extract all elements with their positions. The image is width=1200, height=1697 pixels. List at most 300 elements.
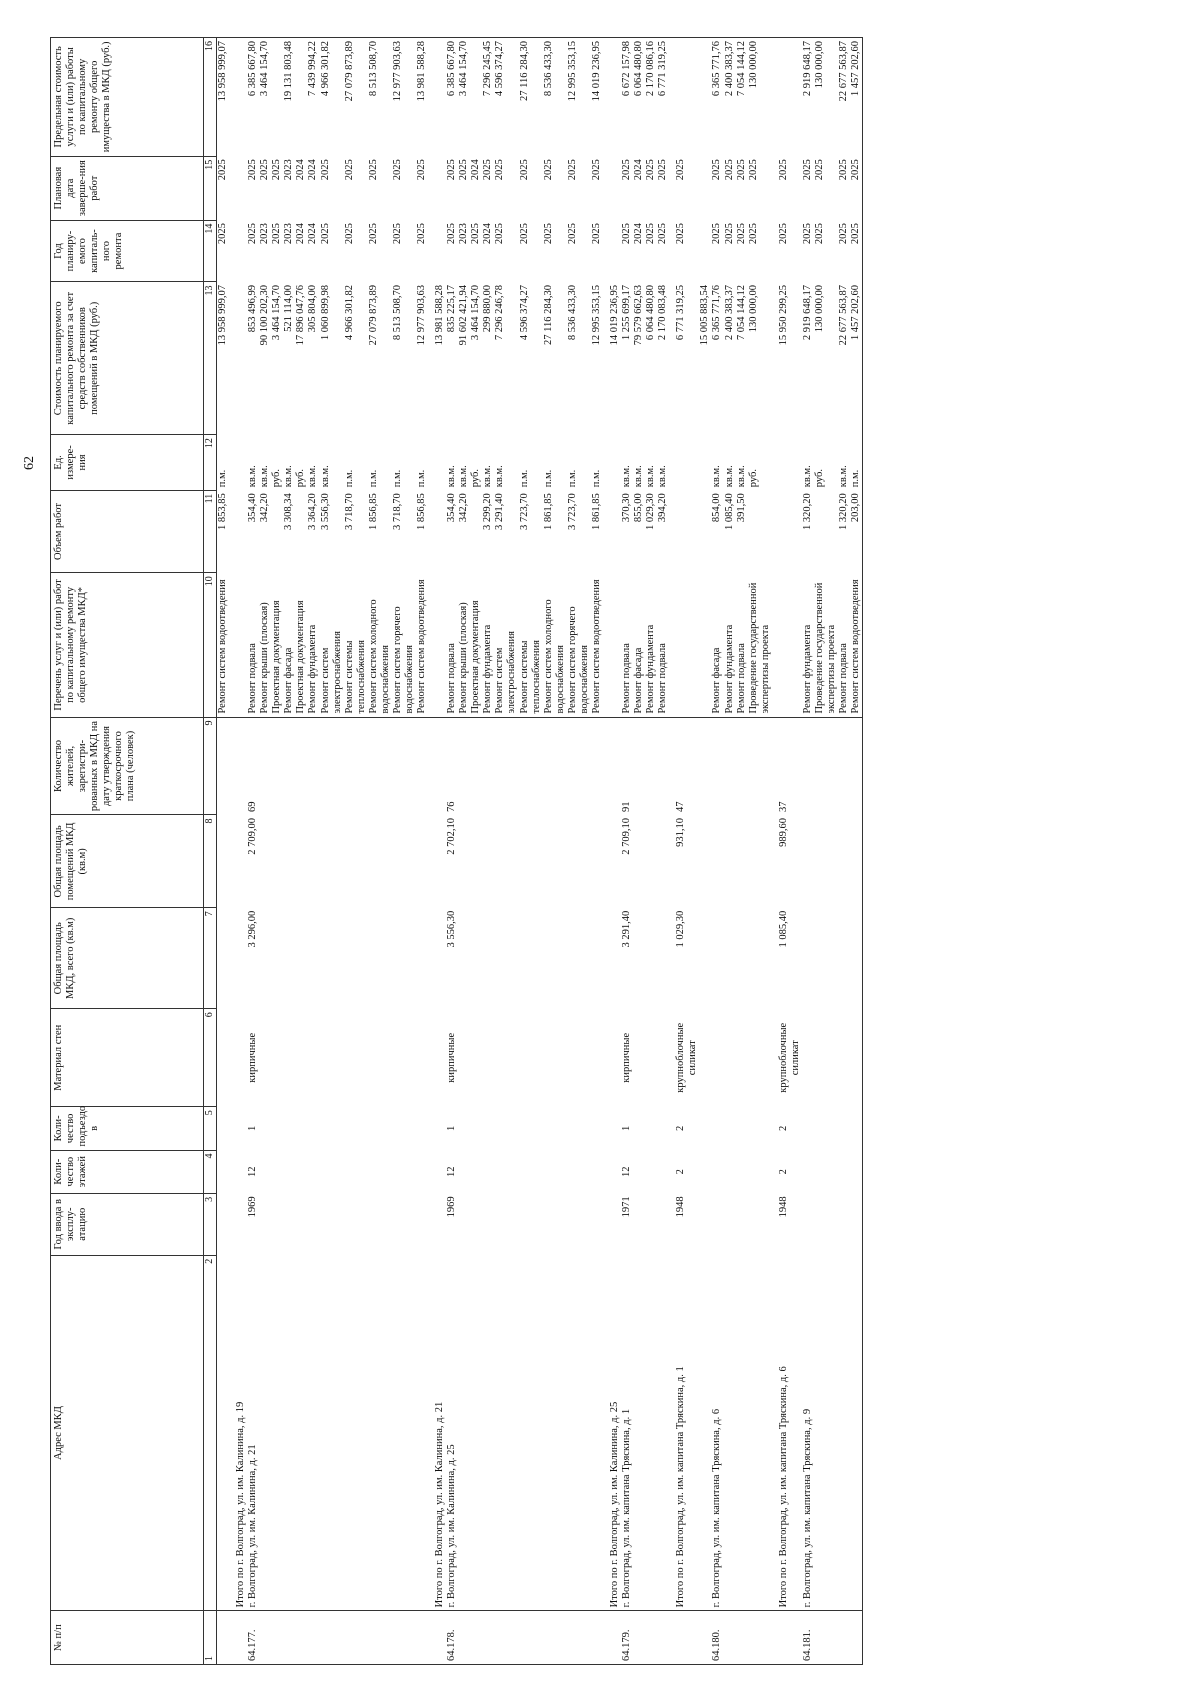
address-cell bbox=[458, 1255, 470, 1611]
area-total-cell bbox=[217, 908, 230, 1009]
residents-cell: 69 bbox=[247, 801, 259, 812]
limit-cost-cell: 6 385 667,80 bbox=[247, 38, 259, 157]
column-number: 12 bbox=[204, 435, 217, 491]
limit-cost-cell: 6 064 480,80 bbox=[633, 38, 645, 157]
work-cell: Ремонт крыши (плоская) bbox=[458, 573, 470, 717]
address-cell bbox=[543, 1255, 567, 1611]
address-cell bbox=[699, 1255, 711, 1611]
limit-cost-cell bbox=[470, 38, 482, 157]
address-cell bbox=[470, 1255, 482, 1611]
volume-cell bbox=[470, 490, 482, 572]
column-number: 2 bbox=[204, 1255, 217, 1611]
material-cell: крупноблочные силикат bbox=[777, 1022, 801, 1093]
header-plan-year: Год планиру-емого капиталь-ного ремонта bbox=[51, 220, 204, 282]
plan-year-cell bbox=[603, 220, 621, 282]
unit-cell: кв.м. bbox=[838, 465, 850, 488]
area-total-cell bbox=[392, 908, 416, 1009]
row-number bbox=[519, 1611, 543, 1665]
plan-year-cell bbox=[699, 220, 711, 282]
plan-year-cell: 2023 bbox=[458, 223, 470, 245]
volume-cell bbox=[271, 490, 283, 572]
limit-cost-cell: 7 296 245,45 bbox=[482, 38, 494, 157]
cost-cell: 305 804,00 bbox=[307, 284, 319, 333]
address-cell: Итого по г. Волгоград, ул. им. Калинина, д. 19 bbox=[229, 1255, 247, 1611]
material-cell bbox=[494, 1009, 518, 1107]
limit-cost-cell bbox=[271, 38, 283, 157]
address-cell bbox=[368, 1255, 392, 1611]
address-cell bbox=[494, 1255, 518, 1611]
cost-cell: 6 064 480,80 bbox=[645, 284, 657, 341]
material-cell bbox=[567, 1009, 591, 1107]
year-cell bbox=[802, 1193, 814, 1255]
row-number bbox=[344, 1611, 368, 1665]
year-cell bbox=[699, 1193, 711, 1255]
address-cell bbox=[633, 1255, 645, 1611]
limit-cost-cell: 2 400 383,37 bbox=[724, 38, 736, 157]
floors-cell: 12 bbox=[446, 1166, 458, 1177]
floors-cell bbox=[591, 1150, 603, 1193]
area-total-cell bbox=[482, 908, 494, 1009]
cost-cell: 17 896 047,76 bbox=[295, 284, 307, 346]
volume-cell: 394,20 bbox=[657, 493, 669, 523]
floors-cell bbox=[699, 1150, 711, 1193]
entrances-cell bbox=[392, 1107, 416, 1150]
table-row bbox=[657, 38, 669, 1665]
row-number bbox=[669, 1611, 699, 1665]
plan-year-cell: 2025 bbox=[735, 223, 747, 245]
end-date-cell: 2025 bbox=[801, 159, 813, 181]
end-date-cell: 2025 bbox=[735, 159, 747, 181]
header-address: Адрес МКД bbox=[51, 1255, 204, 1611]
address-cell bbox=[259, 1255, 271, 1611]
material-cell bbox=[283, 1009, 295, 1107]
address-cell bbox=[271, 1255, 283, 1611]
area-rooms-cell: 2 709,00 bbox=[247, 817, 259, 855]
year-cell bbox=[482, 1193, 494, 1255]
floors-cell bbox=[344, 1150, 368, 1193]
material-cell bbox=[645, 1009, 657, 1107]
address-cell bbox=[567, 1255, 591, 1611]
year-cell bbox=[271, 1193, 283, 1255]
cost-cell: 14 019 236,95 bbox=[608, 284, 620, 346]
area-total-cell bbox=[416, 908, 428, 1009]
floors-cell bbox=[259, 1150, 271, 1193]
floors-cell bbox=[645, 1150, 657, 1193]
end-date-cell: 2025 bbox=[777, 159, 789, 181]
entrances-cell bbox=[482, 1107, 494, 1150]
table-row bbox=[591, 38, 603, 1665]
row-number: 64.178. bbox=[446, 1611, 458, 1665]
residents-cell bbox=[814, 717, 838, 815]
material-cell bbox=[519, 1009, 543, 1107]
row-number: 64.180. bbox=[711, 1611, 723, 1665]
cost-cell: 15 005 883,54 bbox=[699, 284, 711, 346]
entrances-cell bbox=[295, 1107, 307, 1150]
header-no: № п/п bbox=[51, 1611, 204, 1665]
area-total-cell bbox=[368, 908, 392, 1009]
limit-cost-cell bbox=[669, 38, 699, 157]
year-cell bbox=[850, 1193, 863, 1255]
header-unit: Ед. измере-ния bbox=[51, 435, 204, 491]
header-residents: Количество жителей, зарегистри-рованных в МКД на дату утверждения краткосрочного плана (человек) bbox=[51, 717, 204, 815]
address-cell bbox=[416, 1255, 428, 1611]
volume-cell: 1 320,20 bbox=[838, 493, 850, 530]
end-date-cell: 2025 bbox=[747, 159, 759, 181]
area-total-cell bbox=[307, 908, 319, 1009]
work-cell: Проведение государственной экспертизы проекта bbox=[748, 573, 772, 717]
cost-cell: 90 100 202,30 bbox=[259, 284, 271, 346]
limit-cost-cell: 130 000,00 bbox=[748, 38, 772, 157]
cost-cell: 1 060 899,98 bbox=[319, 284, 331, 341]
residents-cell bbox=[217, 717, 230, 815]
unit-cell bbox=[699, 435, 711, 491]
material-cell bbox=[838, 1009, 850, 1107]
cost-cell: 7 296 246,78 bbox=[494, 284, 506, 341]
column-number: 11 bbox=[204, 490, 217, 572]
column-number: 9 bbox=[204, 717, 217, 815]
floors-cell bbox=[229, 1150, 247, 1193]
cost-cell: 130 000,00 bbox=[813, 284, 825, 333]
table-row bbox=[543, 38, 567, 1665]
volume-cell: 3 723,70 bbox=[566, 493, 578, 530]
row-number bbox=[772, 1611, 802, 1665]
limit-cost-cell: 22 677 563,87 bbox=[838, 38, 850, 157]
total-row bbox=[772, 38, 802, 1665]
work-cell: Проектная документация bbox=[470, 573, 482, 717]
limit-cost-cell: 2 170 086,16 bbox=[645, 38, 657, 157]
unit-cell: кв.м. bbox=[633, 465, 645, 488]
address-cell bbox=[283, 1255, 295, 1611]
unit-cell: руб. bbox=[271, 469, 283, 488]
work-cell: Ремонт фасада bbox=[283, 573, 295, 717]
entrances-cell bbox=[458, 1107, 470, 1150]
plan-year-cell: 2025 bbox=[470, 223, 482, 245]
material-cell bbox=[229, 1009, 247, 1107]
area-rooms-cell bbox=[428, 815, 446, 908]
area-rooms-cell bbox=[567, 815, 591, 908]
unit-cell: кв.м. bbox=[723, 465, 735, 488]
address-cell bbox=[320, 1255, 344, 1611]
end-date-cell: 2025 bbox=[343, 159, 355, 181]
end-date-cell: 2025 bbox=[518, 159, 530, 181]
limit-cost-cell: 12 995 353,15 bbox=[567, 38, 591, 157]
material-cell bbox=[657, 1009, 669, 1107]
year-cell bbox=[567, 1193, 591, 1255]
volume-cell: 3 364,20 bbox=[307, 493, 319, 530]
cost-cell: 2 400 383,37 bbox=[723, 284, 735, 341]
entrances-cell bbox=[271, 1107, 283, 1150]
table-row bbox=[633, 38, 645, 1665]
residents-cell bbox=[657, 717, 669, 815]
unit-cell: п.м. bbox=[367, 469, 379, 488]
area-total-cell bbox=[736, 908, 748, 1009]
work-cell: Ремонт системы теплоснабжения bbox=[344, 573, 368, 717]
plan-year-cell: 2025 bbox=[621, 223, 632, 245]
entrances-cell bbox=[229, 1107, 247, 1150]
unit-cell: кв.м. bbox=[458, 465, 470, 488]
residents-cell bbox=[850, 717, 863, 815]
plan-year-cell: 2023 bbox=[283, 223, 295, 245]
limit-cost-cell: 3 464 154,70 bbox=[259, 38, 271, 157]
end-date-cell: 2025 bbox=[723, 159, 735, 181]
end-date-cell: 2025 bbox=[675, 159, 687, 181]
area-total-cell bbox=[591, 908, 603, 1009]
work-cell: Ремонт систем электроснабжения bbox=[494, 573, 518, 717]
residents-cell bbox=[368, 717, 392, 815]
material-cell bbox=[271, 1009, 283, 1107]
limit-cost-cell: 12 977 903,63 bbox=[392, 38, 416, 157]
plan-year-cell: 2025 bbox=[777, 223, 789, 245]
entrances-cell bbox=[283, 1107, 295, 1150]
area-rooms-cell bbox=[724, 815, 736, 908]
area-total-cell bbox=[838, 908, 850, 1009]
end-date-cell: 2025 bbox=[446, 159, 458, 181]
plan-year-cell: 2023 bbox=[259, 223, 271, 245]
cost-cell: 853 496,99 bbox=[247, 284, 259, 333]
column-number: 14 bbox=[204, 220, 217, 282]
area-rooms-cell bbox=[482, 815, 494, 908]
work-cell: Ремонт подвала bbox=[247, 573, 259, 717]
year-cell bbox=[307, 1193, 319, 1255]
end-date-cell: 2025 bbox=[458, 159, 470, 181]
row-number bbox=[838, 1611, 850, 1665]
area-rooms-cell bbox=[519, 815, 543, 908]
volume-cell: 1 085,40 bbox=[723, 493, 735, 530]
area-total-cell: 1 029,30 bbox=[675, 910, 687, 948]
limit-cost-cell: 27 116 284,30 bbox=[519, 38, 543, 157]
limit-cost-cell: 4 596 374,27 bbox=[494, 38, 518, 157]
row-number bbox=[283, 1611, 295, 1665]
end-date-cell: 2024 bbox=[470, 159, 482, 181]
area-rooms-cell bbox=[802, 815, 814, 908]
area-rooms-cell bbox=[657, 815, 669, 908]
column-number: 5 bbox=[204, 1107, 217, 1150]
table-row bbox=[748, 38, 772, 1665]
limit-cost-cell: 7 054 144,12 bbox=[736, 38, 748, 157]
plan-year-cell: 2025 bbox=[416, 223, 427, 245]
material-cell bbox=[259, 1009, 271, 1107]
work-cell: Ремонт подвала bbox=[621, 573, 633, 717]
table-row bbox=[392, 38, 416, 1665]
limit-cost-cell: 130 000,00 bbox=[814, 38, 838, 157]
limit-cost-cell bbox=[772, 38, 802, 157]
unit-cell: руб. bbox=[470, 469, 482, 488]
residents-cell: 91 bbox=[621, 801, 632, 812]
table-row bbox=[838, 38, 850, 1665]
area-total-cell bbox=[494, 908, 518, 1009]
cost-cell: 12 995 353,15 bbox=[590, 284, 602, 346]
end-date-cell: 2025 bbox=[259, 159, 271, 181]
row-number bbox=[657, 1611, 669, 1665]
table-row bbox=[368, 38, 392, 1665]
plan-year-cell: 2025 bbox=[446, 223, 458, 245]
floors-cell bbox=[519, 1150, 543, 1193]
residents-cell bbox=[295, 717, 307, 815]
cost-cell: 15 950 299,25 bbox=[777, 284, 789, 346]
cost-cell: 27 079 873,89 bbox=[367, 284, 379, 346]
residents-cell: 47 bbox=[675, 801, 687, 812]
end-date-cell: 2025 bbox=[542, 159, 554, 181]
plan-year-cell: 2025 bbox=[271, 223, 283, 245]
entrances-cell bbox=[802, 1107, 814, 1150]
table-row bbox=[458, 38, 470, 1665]
address-cell bbox=[519, 1255, 543, 1611]
residents-cell: 76 bbox=[446, 801, 458, 812]
row-number bbox=[543, 1611, 567, 1665]
end-date-cell bbox=[603, 156, 621, 220]
year-cell bbox=[543, 1193, 567, 1255]
area-rooms-cell bbox=[711, 815, 723, 908]
floors-cell bbox=[724, 1150, 736, 1193]
address-cell: г. Волгоград, ул. им. Калинина, д. 25 bbox=[446, 1255, 458, 1611]
area-total-cell bbox=[259, 908, 271, 1009]
work-cell: Ремонт систем горячего водоснабжения bbox=[392, 573, 416, 717]
year-cell bbox=[724, 1193, 736, 1255]
row-number bbox=[229, 1611, 247, 1665]
work-cell: Ремонт подвала bbox=[446, 573, 458, 717]
unit-cell: кв.м. bbox=[482, 465, 494, 488]
year-cell: 1948 bbox=[777, 1196, 789, 1218]
work-cell: Проведение государственной экспертизы проекта bbox=[814, 573, 838, 717]
year-cell bbox=[259, 1193, 271, 1255]
plan-year-cell: 2025 bbox=[319, 223, 331, 245]
floors-cell bbox=[802, 1150, 814, 1193]
plan-year-cell: 2025 bbox=[711, 223, 723, 245]
row-number bbox=[470, 1611, 482, 1665]
area-total-cell bbox=[645, 908, 657, 1009]
plan-year-cell: 2024 bbox=[482, 223, 494, 245]
row-number bbox=[603, 1611, 621, 1665]
end-date-cell: 2025 bbox=[319, 159, 331, 181]
unit-cell bbox=[428, 435, 446, 491]
entrances-cell: 1 bbox=[446, 1125, 458, 1132]
end-date-cell bbox=[229, 156, 247, 220]
area-total-cell: 1 085,40 bbox=[777, 910, 789, 948]
area-total-cell bbox=[748, 908, 772, 1009]
end-date-cell: 2025 bbox=[657, 159, 669, 181]
end-date-cell bbox=[699, 156, 711, 220]
year-cell bbox=[633, 1193, 645, 1255]
area-total-cell: 3 291,40 bbox=[621, 910, 632, 948]
address-cell bbox=[850, 1255, 863, 1611]
area-total-cell bbox=[344, 908, 368, 1009]
material-cell bbox=[543, 1009, 567, 1107]
material-cell bbox=[591, 1009, 603, 1107]
plan-year-cell bbox=[428, 220, 446, 282]
cost-cell: 2 919 648,17 bbox=[801, 284, 813, 341]
area-total-cell bbox=[603, 908, 621, 1009]
column-number: 3 bbox=[204, 1193, 217, 1255]
table-row bbox=[320, 38, 344, 1665]
floors-cell bbox=[217, 1150, 230, 1193]
area-rooms-cell bbox=[838, 815, 850, 908]
row-number: 64.181. bbox=[802, 1611, 814, 1665]
area-total-cell bbox=[283, 908, 295, 1009]
floors-cell bbox=[603, 1150, 621, 1193]
cost-cell: 3 464 154,70 bbox=[470, 284, 482, 341]
plan-year-cell: 2025 bbox=[367, 223, 379, 245]
limit-cost-cell: 6 771 319,25 bbox=[657, 38, 669, 157]
area-rooms-cell: 931,10 bbox=[675, 817, 687, 847]
work-cell: Ремонт фасада bbox=[711, 573, 723, 717]
rotated-table-canvas bbox=[50, 37, 1168, 1665]
end-date-cell: 2025 bbox=[271, 159, 283, 181]
header-cost: Стоимость планируемого капитального ремонта за счет средств собственников помещений в МКД (руб.) bbox=[51, 282, 204, 435]
area-total-cell: 3 296,00 bbox=[247, 910, 259, 948]
column-number: 16 bbox=[204, 38, 217, 157]
volume-cell: 391,50 bbox=[735, 493, 747, 523]
column-number: 13 bbox=[204, 282, 217, 435]
end-date-cell: 2025 bbox=[391, 159, 403, 181]
area-rooms-cell bbox=[416, 815, 428, 908]
address-cell bbox=[307, 1255, 319, 1611]
volume-cell: 854,00 bbox=[711, 493, 723, 523]
page-number: 62 bbox=[22, 456, 37, 470]
unit-cell: п.м. bbox=[590, 469, 602, 488]
table-row bbox=[802, 38, 814, 1665]
area-total-cell bbox=[724, 908, 736, 1009]
area-rooms-cell bbox=[283, 815, 295, 908]
area-rooms-cell bbox=[736, 815, 748, 908]
volume-cell: 203,00 bbox=[850, 490, 863, 572]
year-cell: 1971 bbox=[621, 1196, 632, 1218]
entrances-cell bbox=[428, 1107, 446, 1150]
floors-cell bbox=[368, 1150, 392, 1193]
residents-cell bbox=[724, 717, 736, 815]
column-number: 7 bbox=[204, 908, 217, 1009]
end-date-cell: 2025 bbox=[367, 159, 379, 181]
material-cell bbox=[416, 1009, 428, 1107]
material-cell bbox=[736, 1009, 748, 1107]
row-number bbox=[368, 1611, 392, 1665]
address-cell bbox=[591, 1255, 603, 1611]
row-number bbox=[307, 1611, 319, 1665]
residents-cell bbox=[519, 717, 543, 815]
table-row bbox=[416, 38, 428, 1665]
cost-cell: 3 464 154,70 bbox=[271, 284, 283, 341]
area-rooms-cell bbox=[633, 815, 645, 908]
material-cell bbox=[470, 1009, 482, 1107]
row-number bbox=[736, 1611, 748, 1665]
entrances-cell: 2 bbox=[777, 1125, 789, 1132]
entrances-cell: 1 bbox=[621, 1125, 632, 1132]
material-cell bbox=[368, 1009, 392, 1107]
residents-cell bbox=[271, 717, 283, 815]
residents-cell bbox=[603, 717, 621, 815]
work-cell: Ремонт систем водоотведения bbox=[591, 573, 603, 717]
year-cell bbox=[229, 1193, 247, 1255]
plan-year-cell: 2025 bbox=[518, 223, 530, 245]
year-cell bbox=[645, 1193, 657, 1255]
row-number bbox=[699, 1611, 711, 1665]
year-cell bbox=[344, 1193, 368, 1255]
address-cell: Итого по г. Волгоград, ул. им. капитана Тряскина, д. 1 bbox=[669, 1255, 699, 1611]
floors-cell: 2 bbox=[675, 1169, 687, 1175]
volume-cell bbox=[748, 490, 772, 572]
entrances-cell bbox=[748, 1107, 772, 1150]
end-date-cell: 2025 bbox=[247, 159, 259, 181]
material-cell bbox=[217, 1009, 230, 1107]
plan-year-cell: 2024 bbox=[633, 223, 645, 245]
header-limit-cost: Предельная стоимость услуги и (или) работы по капитальному ремонту общего имущества в МКД (руб.) bbox=[51, 38, 204, 157]
cost-cell: 4 596 374,27 bbox=[518, 284, 530, 341]
address-cell bbox=[295, 1255, 307, 1611]
cost-cell: 6 771 319,25 bbox=[675, 284, 687, 341]
header-volume: Объем работ bbox=[51, 490, 204, 572]
row-number bbox=[591, 1611, 603, 1665]
floors-cell bbox=[838, 1150, 850, 1193]
work-cell bbox=[699, 573, 711, 717]
